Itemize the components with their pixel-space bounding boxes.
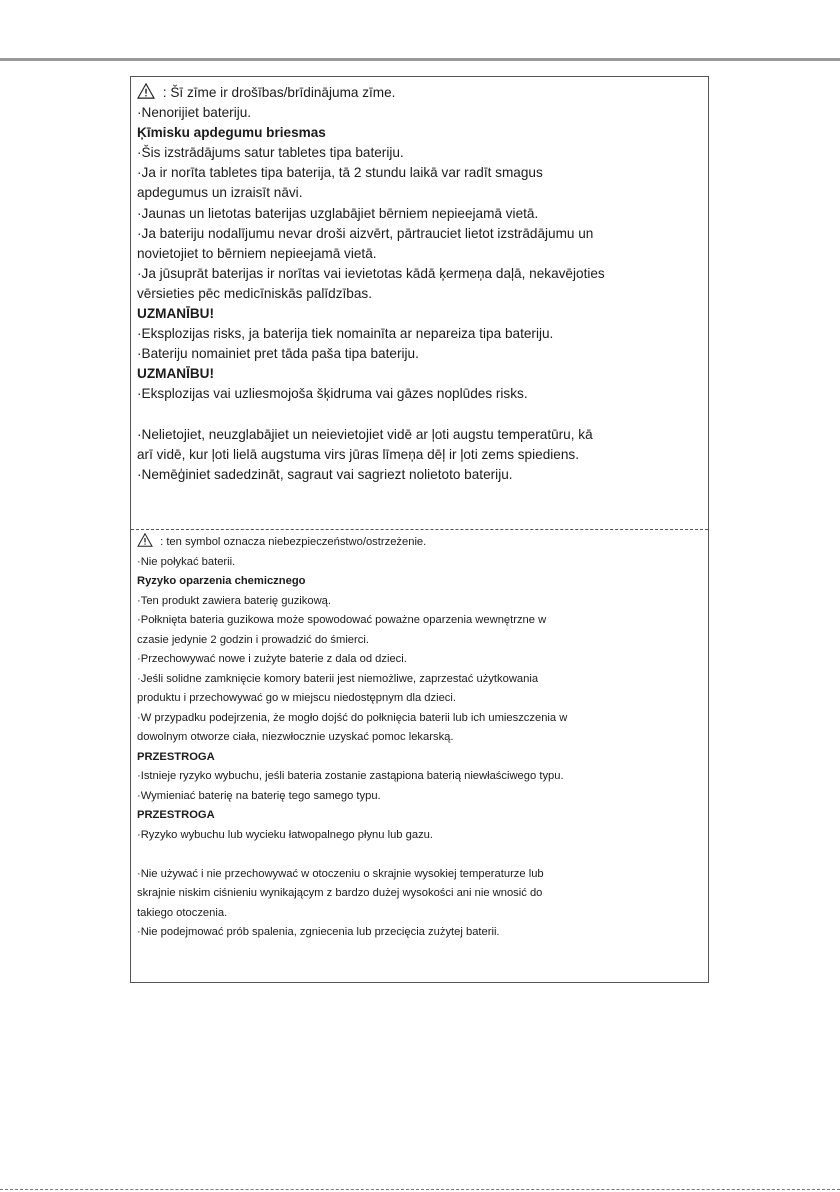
pl-heading <box>137 748 708 768</box>
lv-text-line <box>137 445 708 465</box>
pl-line-text: : ten symbol oznacza niebezpieczeństwo/ostrzeżenie. <box>157 536 427 548</box>
lv-heading <box>137 304 708 324</box>
lv-line-text: ·Ja jūsuprāt baterijas ir norītas vai ievietotas kādā ķermeņa daļā, nekavējoties <box>137 265 605 281</box>
lv-heading <box>137 364 708 384</box>
lv-text-line <box>137 264 708 284</box>
lv-text-line <box>137 103 708 123</box>
lv-text-line <box>137 465 708 485</box>
lv-text-line <box>137 425 708 445</box>
pl-line-text: skrajnie niskim ciśnieniu wynikającym z bardzo dużej wysokości ani nie wnosić do <box>137 887 543 899</box>
lv-text-line <box>137 224 708 244</box>
lv-line-text: UZMANĪBU! <box>137 366 215 382</box>
lv-line-text: ·Eksplozijas vai uzliesmojoša šķidruma vai gāzes noplūdes risks. <box>137 386 528 402</box>
pl-line-text: ·W przypadku podejrzenia, że mogło dojść do połknięcia baterii lub ich umieszczenia w <box>137 711 568 724</box>
warning-triangle-icon <box>137 533 153 547</box>
pl-heading <box>137 806 708 826</box>
pl-line-text: dowolnym otworze ciała, niezwłocznie uzyskać pomoc lekarską. <box>137 731 454 743</box>
lv-line-text: Ķīmisku apdegumu briesmas <box>137 125 326 141</box>
polish-warning-section <box>131 529 708 982</box>
pl-line-text: ·Jeśli solidne zamknięcie komory baterii jest niemożliwe, zaprzestać użytkowania <box>137 672 539 685</box>
pl-text-line <box>137 865 708 885</box>
pl-line-text: ·Nie połykać baterii. <box>137 555 236 568</box>
pl-text-line <box>137 592 708 612</box>
pl-text-line <box>137 631 708 651</box>
pl-line-text: PRZESTROGA <box>137 809 215 821</box>
lv-text-line <box>137 204 708 224</box>
pl-line-text: ·Ten produkt zawiera baterię guzikową. <box>137 594 332 607</box>
pl-text-line <box>137 650 708 670</box>
lv-line-text: ·Šis izstrādājums satur tabletes tipa bateriju. <box>137 145 404 161</box>
header-rule <box>0 58 840 61</box>
lv-line-text: vērsieties pēc medicīniskās palīdzības. <box>137 285 372 301</box>
lv-line-text: ·Bateriju nomainiet pret tāda paša tipa bateriju. <box>137 346 419 362</box>
pl-line-text: takiego otoczenia. <box>137 906 228 919</box>
lv-line-text: UZMANĪBU! <box>137 306 215 322</box>
pl-text-line <box>137 553 708 573</box>
pl-line-text: ·Nie używać i nie przechowywać w otoczeniu o skrajnie wysokiej temperaturze lub <box>137 867 544 880</box>
pl-spacer <box>137 845 708 865</box>
pl-text-line <box>137 923 708 943</box>
pl-text-line <box>137 533 708 553</box>
lv-text-line <box>137 83 708 103</box>
lv-text-line <box>137 344 708 364</box>
lv-text-line <box>137 244 708 264</box>
lv-text-line <box>137 163 708 183</box>
warning-triangle-icon <box>137 83 155 99</box>
lv-spacer <box>137 405 708 425</box>
pl-line-text: produktu i przechowywać go w miejscu niedostępnym dla dzieci. <box>137 692 456 704</box>
pl-text-line <box>137 709 708 729</box>
lv-line-text: ·Jaunas un lietotas baterijas uzglabājiet bērniem nepieejamā vietā. <box>137 205 539 221</box>
pl-text-line <box>137 728 708 748</box>
pl-heading <box>137 572 708 592</box>
pl-text-line <box>137 689 708 709</box>
lv-line-text: ·Nemēģiniet sadedzināt, sagraut vai sagriezt nolietoto bateriju. <box>137 466 513 482</box>
pl-text-line <box>137 787 708 807</box>
lv-line-text: ·Ja ir norīta tabletes tipa baterija, tā 2 stundu laikā var radīt smagus <box>137 165 543 181</box>
lv-line-text: ·Ja bateriju nodalījumu nevar droši aizvērt, pārtrauciet lietot izstrādājumu un <box>137 225 594 241</box>
pl-text-line <box>137 826 708 846</box>
pl-text-line <box>137 767 708 787</box>
battery-warning-box <box>130 76 709 983</box>
pl-text-line <box>137 670 708 690</box>
pl-line-text: PRZESTROGA <box>137 750 215 763</box>
footer-rule <box>0 1189 840 1190</box>
pl-text-line <box>137 884 708 904</box>
latvian-warning-section <box>131 77 708 529</box>
lv-line-text: novietojiet to bērniem nepieejamā vietā. <box>137 245 377 261</box>
pl-line-text: ·Istnieje ryzyko wybuchu, jeśli bateria zostanie zastąpiona baterią niewłaściwego typu. <box>137 770 564 782</box>
lv-text-line <box>137 284 708 304</box>
pl-line-text: ·Nie podejmować prób spalenia, zgniecenia lub przecięcia zużytej baterii. <box>137 926 500 938</box>
lv-heading <box>137 123 708 143</box>
pl-line-text: czasie jedynie 2 godzin i prowadzić do śmierci. <box>137 633 369 646</box>
pl-text-line <box>137 611 708 631</box>
pl-line-text: ·Wymieniać baterię na baterię tego samego typu. <box>137 789 381 802</box>
pl-text-line <box>137 904 708 924</box>
pl-line-text: ·Połknięta bateria guzikowa może spowodować poważne oparzenia wewnętrzne w <box>137 614 547 626</box>
lv-text-line <box>137 143 708 163</box>
lv-line-text: ·Eksplozijas risks, ja baterija tiek nomainīta ar nepareiza tipa bateriju. <box>137 326 554 342</box>
pl-line-text: ·Ryzyko wybuchu lub wycieku łatwopalnego płynu lub gazu. <box>137 828 434 841</box>
lv-line-text: apdegumus un izraisīt nāvi. <box>137 185 303 201</box>
pl-line-text: Ryzyko oparzenia chemicznego <box>137 575 306 587</box>
pl-line-text: ·Przechowywać nowe i zużyte baterie z dala od dzieci. <box>137 653 407 665</box>
lv-text-line <box>137 384 708 404</box>
lv-line-text: arī vidē, kur ļoti lielā augstuma virs jūras līmeņa dēļ ir ļoti zems spiediens. <box>137 446 579 462</box>
lv-line-text: : Šī zīme ir drošības/brīdinājuma zīme. <box>159 85 396 100</box>
lv-text-line <box>137 183 708 203</box>
lv-line-text: ·Nelietojiet, neuzglabājiet un neievietojiet vidē ar ļoti augstu temperatūru, kā <box>137 426 593 442</box>
lv-line-text: ·Nenorijiet bateriju. <box>137 105 252 121</box>
lv-text-line <box>137 324 708 344</box>
